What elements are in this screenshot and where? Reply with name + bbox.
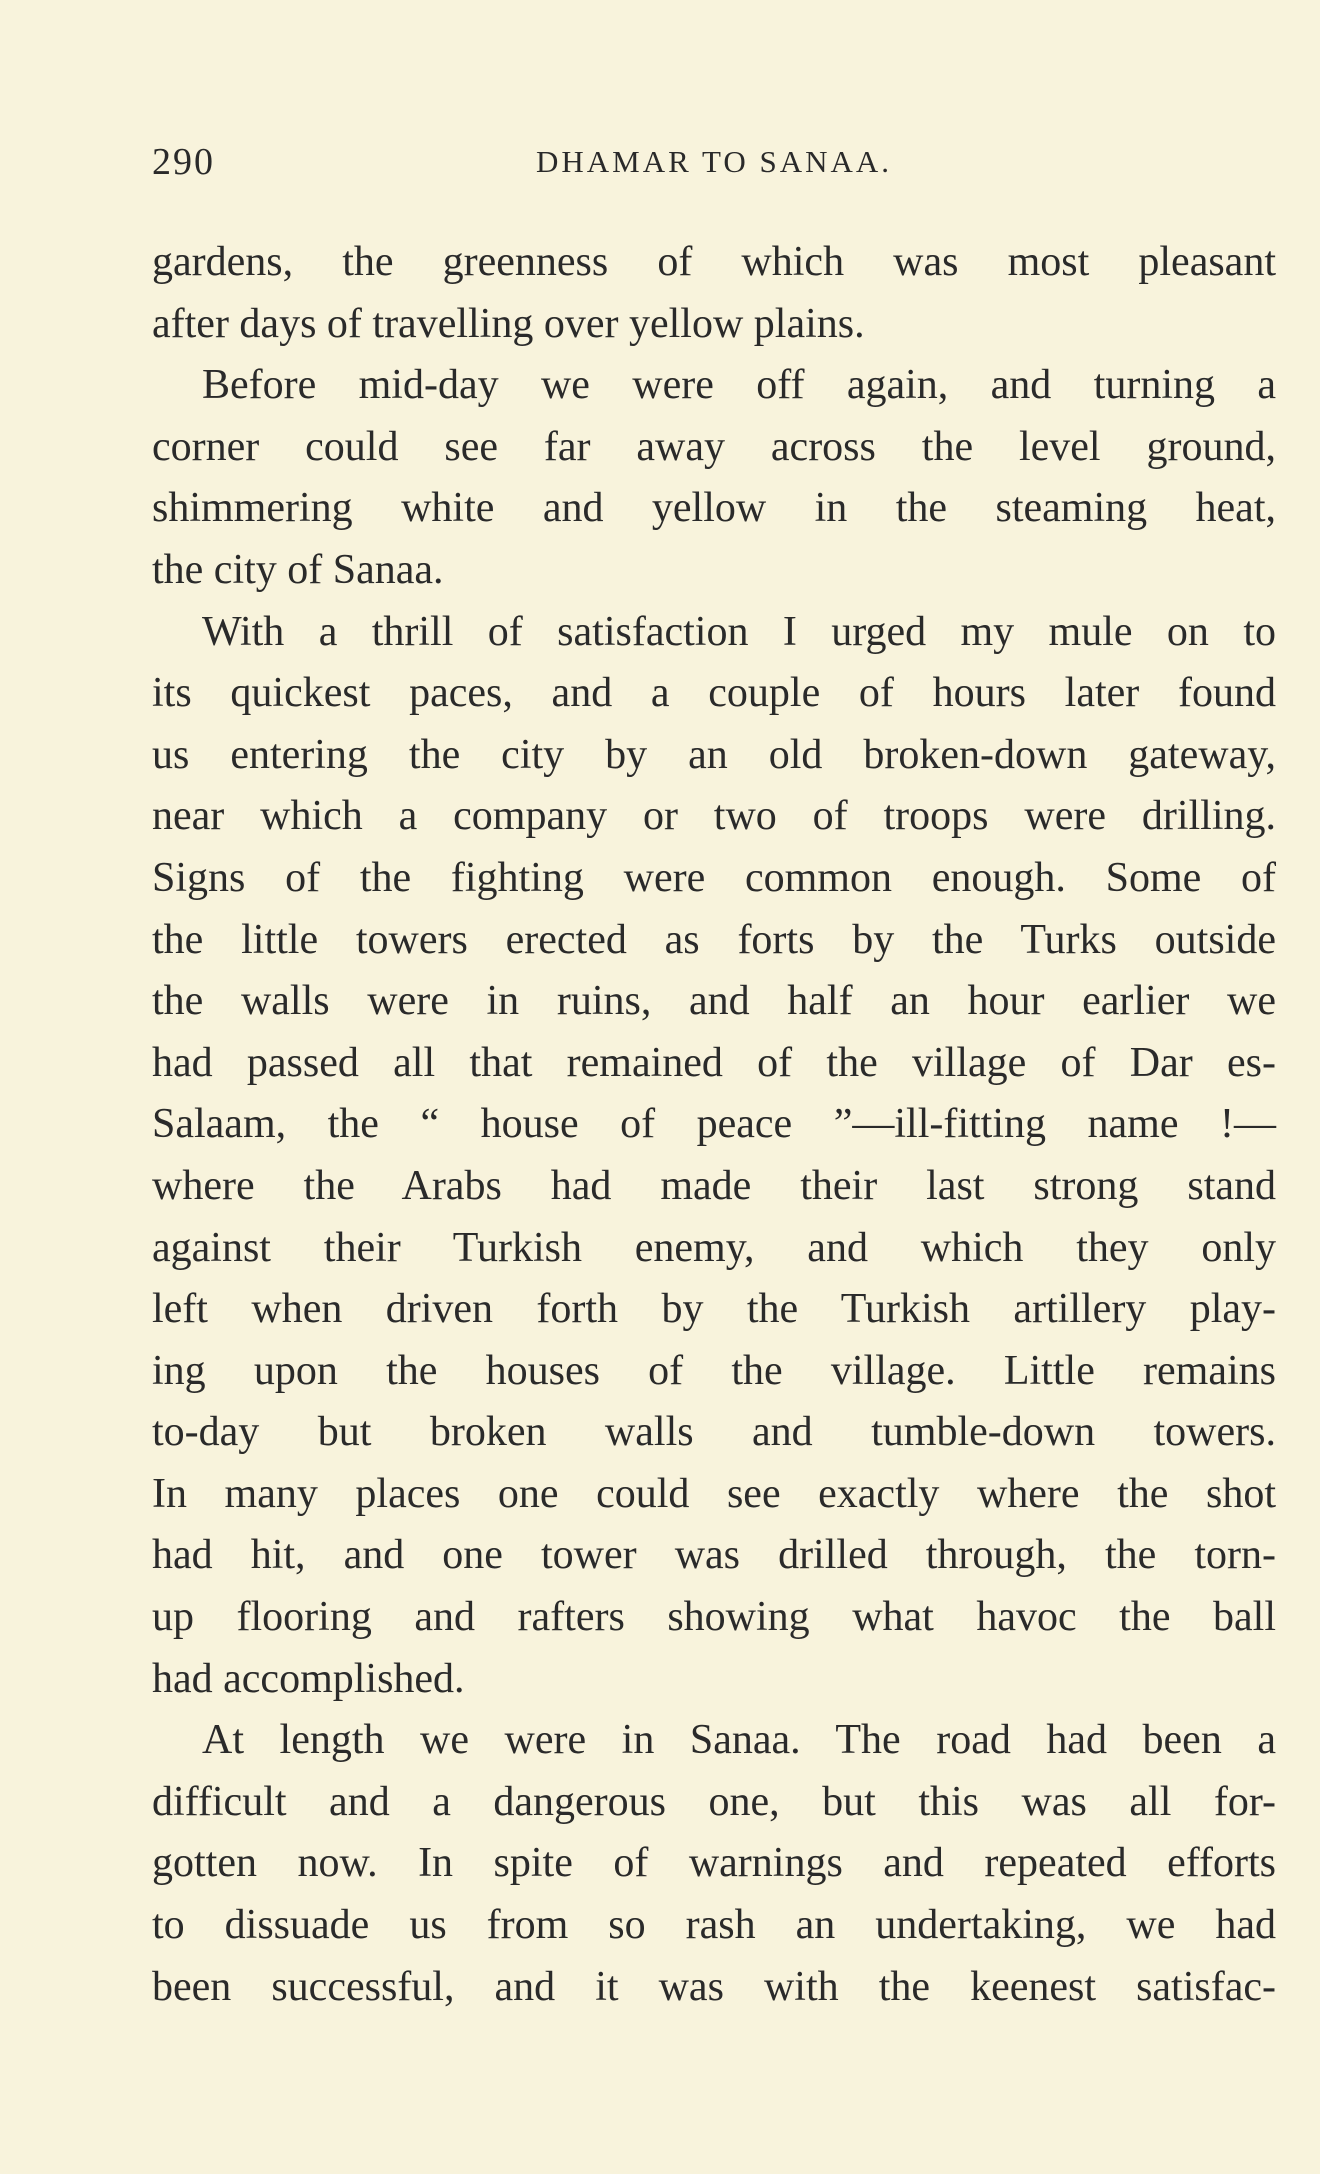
text-line: corner could see far away across the level ground, [152, 423, 1276, 470]
text-line: to dissuade us from so rash an undertaking, we had [152, 1902, 1276, 1949]
text-line: had hit, and one tower was drilled through, the torn- [152, 1532, 1276, 1579]
body-text [152, 232, 1276, 2018]
text-line: where the Arabs had made their last strong stand [152, 1162, 1276, 1209]
text-line: against their Turkish enemy, and which they only [152, 1224, 1276, 1271]
text-line: left when driven forth by the Turkish artillery play- [152, 1286, 1276, 1333]
text-line: In many places one could see exactly where the shot [152, 1470, 1276, 1517]
text-line: been successful, and it was with the keenest satisfac- [152, 1963, 1276, 2010]
text-line: shimmering white and yellow in the steaming heat, [152, 485, 1276, 532]
text-line: up flooring and rafters showing what havoc the ball [152, 1594, 1276, 1641]
text-line: Salaam, the “ house of peace ”—ill-fitting name !— [152, 1101, 1276, 1148]
text-line: the little towers erected as forts by the Turks outside [152, 916, 1276, 963]
text-line: the walls were in ruins, and half an hour earlier we [152, 978, 1276, 1025]
text-line: after days of travelling over yellow plains. [152, 300, 865, 347]
text-line: the city of Sanaa. [152, 546, 444, 593]
text-line: With a thrill of satisfaction I urged my mule on to [202, 608, 1276, 655]
text-line: to-day but broken walls and tumble-down towers. [152, 1409, 1276, 1456]
text-line: had accomplished. [152, 1655, 465, 1702]
page-number: 290 [152, 141, 215, 183]
text-line: its quickest paces, and a couple of hours later found [152, 670, 1276, 717]
text-line: difficult and a dangerous one, but this was all for- [152, 1778, 1276, 1825]
text-line: gotten now. In spite of warnings and repeated efforts [152, 1840, 1276, 1887]
text-line: had passed all that remained of the village of Dar es- [152, 1039, 1276, 1086]
text-line: ing upon the houses of the village. Little remains [152, 1347, 1276, 1394]
text-line: gardens, the greenness of which was most pleasant [152, 239, 1276, 285]
text-line: Signs of the fighting were common enough. Some of [152, 854, 1276, 901]
text-line: At length we were in Sanaa. The road had been a [202, 1717, 1276, 1764]
text-line: Before mid-day we were off again, and turning a [202, 362, 1276, 409]
running-title: DHAMAR TO SANAA. [535, 144, 893, 179]
text-line: us entering the city by an old broken-down gateway, [152, 731, 1276, 778]
text-line: near which a company or two of troops were drilling. [152, 793, 1276, 840]
running-head [152, 140, 1276, 192]
